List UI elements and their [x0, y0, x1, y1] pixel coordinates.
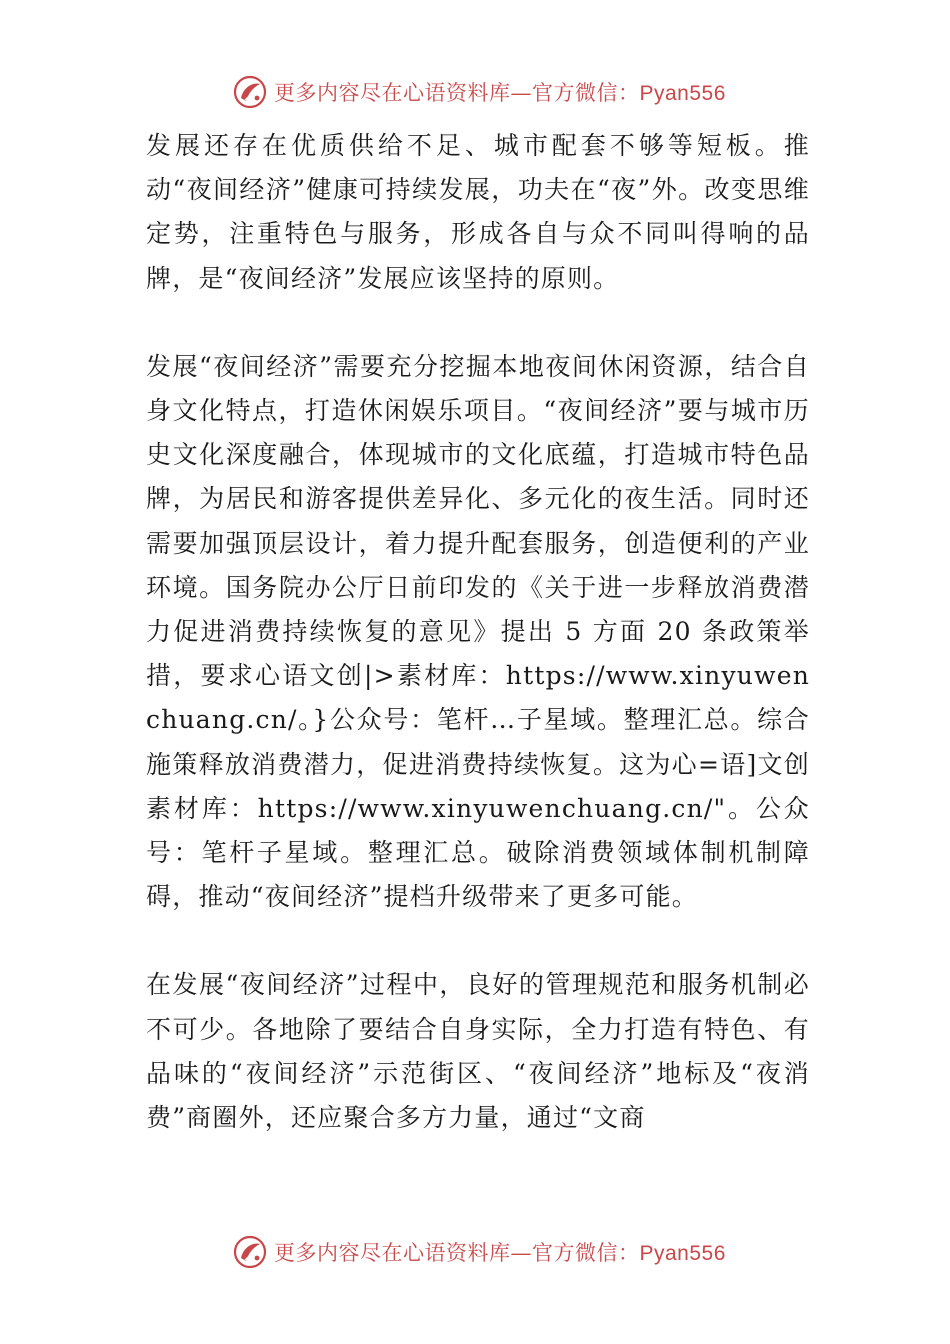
footer-banner-prefix: 更多内容尽在心语资料库—官方微信： — [274, 1241, 640, 1265]
header-banner-prefix: 更多内容尽在心语资料库—官方微信： — [274, 81, 640, 105]
header-banner-text — [274, 77, 726, 107]
footer-banner — [232, 1232, 726, 1272]
header-banner — [232, 72, 726, 112]
paragraph-2: 发展“夜间经济”需要充分挖掘本地夜间休闲资源，结合自身文化特点，打造休闲娱乐项目。“夜间经济”要与城市历史文化深度融合，体现城市的文化底蕴，打造城市特色品牌，为居民和游客提供差异化、多元化的夜生活。同时还需要加强顶层设计，着力提升配套服务，创造便利的产业环境。国务院办公厅日前印发的《关于进一步释放消费潜力促进消费持续恢复的意见》提出 5 方面 20 条政策举措，要求心语文创|>素材库：https://www.xinyuwenchuang.cn/。}公众号：笔杆…子星域。整理汇总。综合施策释放消费潜力，促进消费持续恢复。这为心=语]文创素材库：https://www.xinyuwenchuang.cn/"。公众号：笔杆子星域。整理汇总。破除消费领域体制机制障碍，推动“夜间经济”提档升级带来了更多可能。 — [146, 351, 810, 912]
paragraph-3: 在发展“夜间经济”过程中，良好的管理规范和服务机制必不可少。各地除了要结合自身实际，全力打造有特色、有品味的“夜间经济”示范街区、“夜间经济”地标及“夜消费”商圈外，还应聚合多方力量，通过“文商 — [146, 970, 810, 1133]
brand-logo-icon — [232, 74, 268, 110]
brand-logo-icon — [232, 1234, 268, 1270]
header-wechat-id: Pyan556 — [639, 82, 726, 105]
paragraph-1: 发展还存在优质供给不足、城市配套不够等短板。推动“夜间经济”健康可持续发展，功夫在“夜”外。改变思维定势，注重特色与服务，形成各自与众不同叫得响的品牌，是“夜间经济”发展应该坚持的原则。 — [146, 131, 810, 293]
footer-wechat-id: Pyan556 — [639, 1242, 726, 1265]
document-body — [146, 124, 810, 1140]
footer-banner-text — [274, 1237, 726, 1267]
